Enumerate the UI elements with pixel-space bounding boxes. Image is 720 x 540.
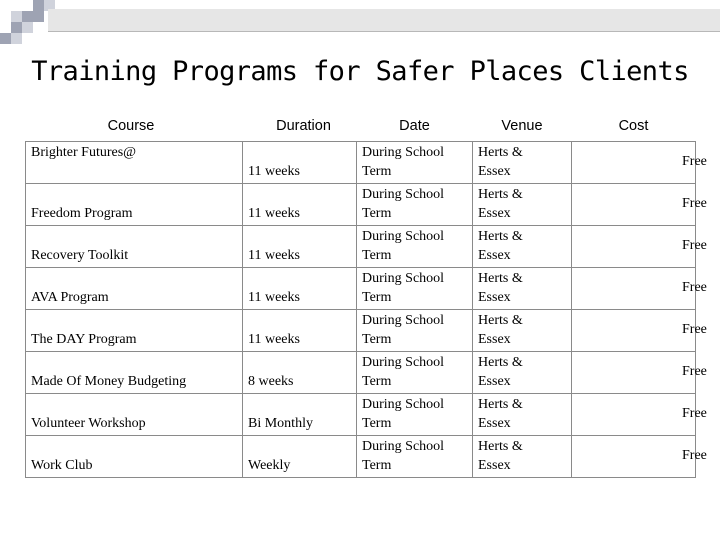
venue-line: Herts & — [478, 145, 523, 160]
cost-cell: Free — [572, 436, 696, 478]
cost-cell: Free — [572, 268, 696, 310]
date-line: During School — [362, 439, 445, 454]
venue-line: Essex — [478, 458, 511, 473]
date-line: Term — [362, 248, 392, 263]
table-row — [26, 184, 696, 226]
date-cell — [357, 268, 473, 310]
course-cell: Recovery Toolkit — [26, 226, 243, 268]
venue-cell — [473, 310, 572, 352]
duration-cell: Bi Monthly — [243, 394, 357, 436]
date-line: During School — [362, 271, 445, 286]
table-row — [26, 268, 696, 310]
header-cost: Cost — [618, 118, 649, 134]
date-cell — [357, 184, 473, 226]
date-line: Term — [362, 374, 392, 389]
venue-line: Essex — [478, 374, 511, 389]
duration-cell: 11 weeks — [243, 310, 357, 352]
venue-cell — [473, 352, 572, 394]
venue-line: Essex — [478, 206, 511, 221]
date-line: During School — [362, 397, 445, 412]
date-line: Term — [362, 206, 392, 221]
header-date: Date — [399, 118, 430, 134]
venue-line: Essex — [478, 332, 511, 347]
venue-line: Essex — [478, 248, 511, 263]
table-row — [26, 142, 696, 184]
duration-cell: 11 weeks — [243, 226, 357, 268]
table-row — [26, 226, 696, 268]
header-duration: Duration — [276, 118, 331, 134]
date-cell — [357, 226, 473, 268]
course-cell: Work Club — [26, 436, 243, 478]
venue-line: Herts & — [478, 229, 523, 244]
date-line: During School — [362, 355, 445, 370]
cost-cell: Free — [572, 226, 696, 268]
venue-line: Herts & — [478, 187, 523, 202]
date-line: During School — [362, 313, 445, 328]
course-cell: Volunteer Workshop — [26, 394, 243, 436]
date-cell — [357, 310, 473, 352]
venue-line: Herts & — [478, 271, 523, 286]
date-line: Term — [362, 458, 392, 473]
course-cell: Made Of Money Budgeting — [26, 352, 243, 394]
venue-line: Herts & — [478, 439, 523, 454]
header-venue: Venue — [501, 118, 543, 134]
date-line: During School — [362, 187, 445, 202]
duration-cell: Weekly — [243, 436, 357, 478]
date-line: Term — [362, 416, 392, 431]
venue-line: Herts & — [478, 397, 523, 412]
date-cell — [357, 436, 473, 478]
date-line: During School — [362, 145, 445, 160]
venue-cell — [473, 394, 572, 436]
course-cell: AVA Program — [26, 268, 243, 310]
cost-cell: Free — [572, 184, 696, 226]
cost-cell: Free — [572, 142, 696, 184]
duration-cell: 11 weeks — [243, 184, 357, 226]
venue-cell — [473, 226, 572, 268]
cost-cell: Free — [572, 352, 696, 394]
course-cell: Freedom Program — [26, 184, 243, 226]
page-title: Training Programs for Safer Places Clients — [31, 56, 689, 87]
date-cell — [357, 394, 473, 436]
venue-line: Herts & — [478, 355, 523, 370]
table-row — [26, 394, 696, 436]
venue-line: Essex — [478, 416, 511, 431]
venue-cell — [473, 436, 572, 478]
date-line: During School — [362, 229, 445, 244]
table-header-row — [26, 117, 696, 142]
duration-cell: 11 weeks — [243, 142, 357, 184]
table-row — [26, 436, 696, 478]
cost-cell: Free — [572, 310, 696, 352]
duration-cell: 11 weeks — [243, 268, 357, 310]
date-line: Term — [362, 332, 392, 347]
date-cell — [357, 142, 473, 184]
date-cell — [357, 352, 473, 394]
venue-cell — [473, 142, 572, 184]
date-line: Term — [362, 290, 392, 305]
header-bar — [48, 9, 720, 31]
cost-cell: Free — [572, 394, 696, 436]
course-cell: The DAY Program — [26, 310, 243, 352]
venue-line: Herts & — [478, 313, 523, 328]
table-row — [26, 352, 696, 394]
programs-table — [25, 117, 707, 478]
table-row — [26, 310, 696, 352]
course-cell: Brighter Futures@ — [26, 142, 243, 184]
venue-cell — [473, 268, 572, 310]
venue-cell — [473, 184, 572, 226]
venue-line: Essex — [478, 164, 511, 179]
date-line: Term — [362, 164, 392, 179]
duration-cell: 8 weeks — [243, 352, 357, 394]
header-course: Course — [107, 118, 155, 134]
venue-line: Essex — [478, 290, 511, 305]
header-divider — [48, 31, 720, 32]
